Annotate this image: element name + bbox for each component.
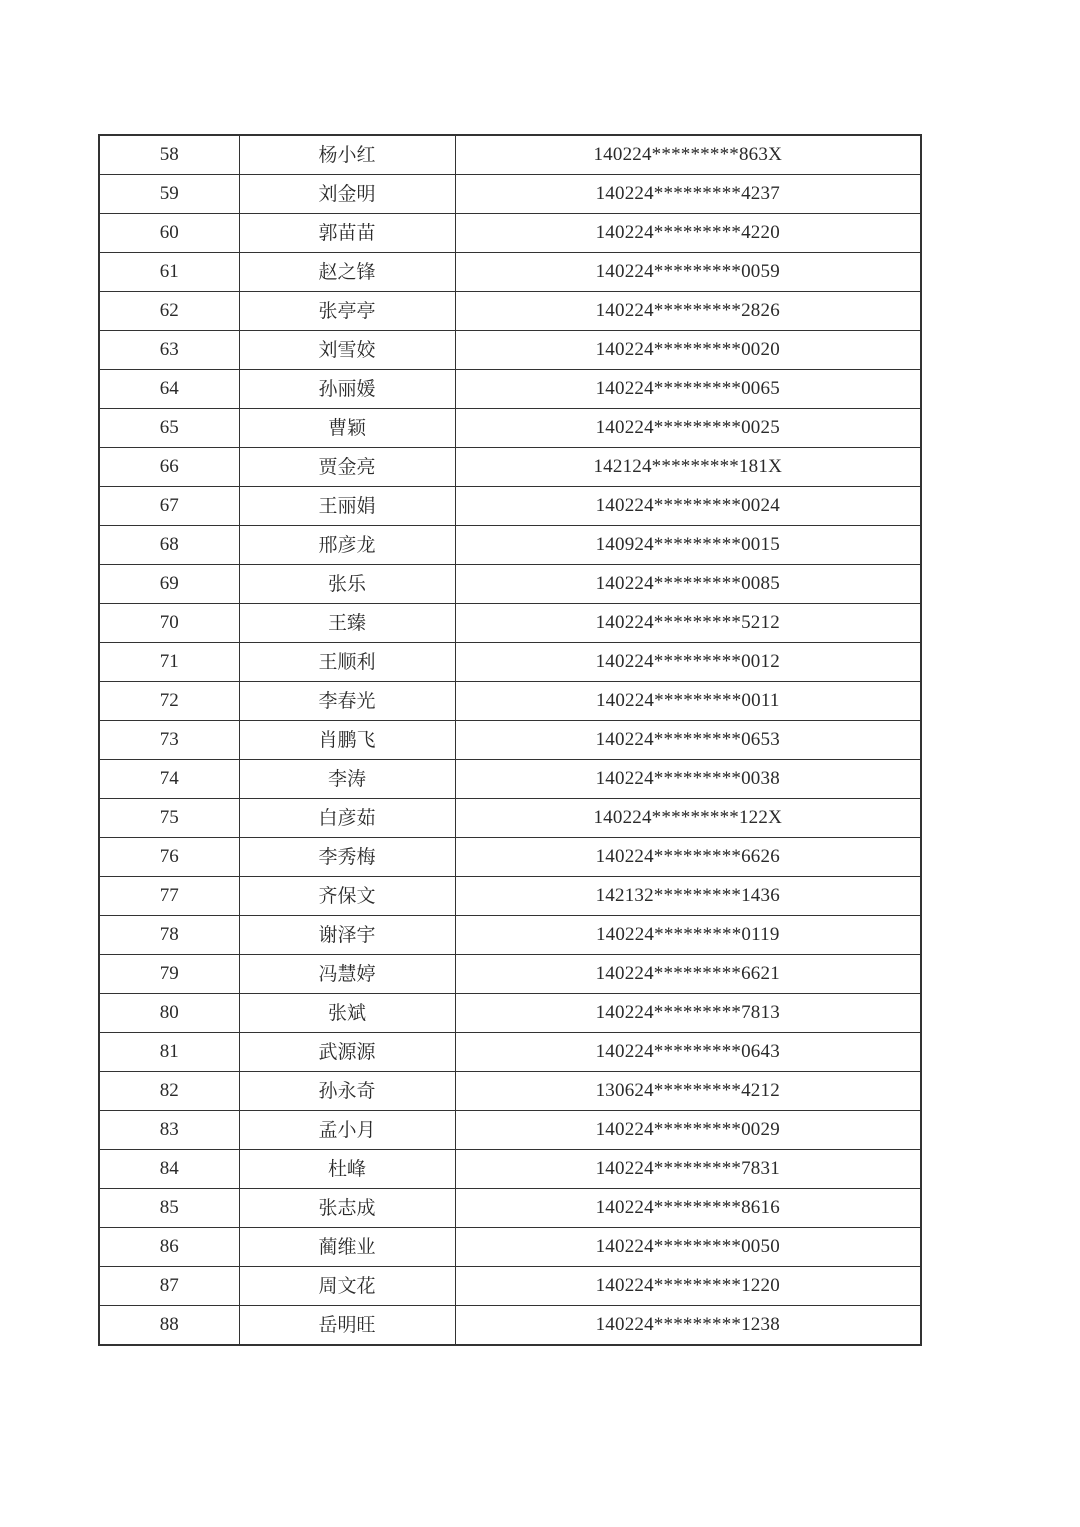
id-number-cell: 140224*********0119 xyxy=(455,916,921,955)
table-row xyxy=(99,760,921,799)
name-cell: 王顺利 xyxy=(239,643,455,682)
row-number-cell: 73 xyxy=(99,721,239,760)
id-number-cell: 140924*********0015 xyxy=(455,526,921,565)
id-number-cell: 140224*********4220 xyxy=(455,214,921,253)
table-row xyxy=(99,487,921,526)
row-number-cell: 77 xyxy=(99,877,239,916)
name-cell: 岳明旺 xyxy=(239,1306,455,1346)
row-number-cell: 85 xyxy=(99,1189,239,1228)
name-cell: 张斌 xyxy=(239,994,455,1033)
table-row xyxy=(99,1150,921,1189)
table-row xyxy=(99,253,921,292)
id-number-cell: 140224*********7813 xyxy=(455,994,921,1033)
id-number-cell: 140224*********0643 xyxy=(455,1033,921,1072)
row-number-cell: 86 xyxy=(99,1228,239,1267)
id-number-cell: 140224*********1238 xyxy=(455,1306,921,1346)
name-cell: 曹颖 xyxy=(239,409,455,448)
table-row xyxy=(99,370,921,409)
id-number-cell: 140224*********8616 xyxy=(455,1189,921,1228)
id-number-cell: 140224*********6626 xyxy=(455,838,921,877)
row-number-cell: 74 xyxy=(99,760,239,799)
name-cell: 李涛 xyxy=(239,760,455,799)
id-number-cell: 130624*********4212 xyxy=(455,1072,921,1111)
id-number-cell: 140224*********4237 xyxy=(455,175,921,214)
name-cell: 贾金亮 xyxy=(239,448,455,487)
id-number-cell: 140224*********0011 xyxy=(455,682,921,721)
name-cell: 张乐 xyxy=(239,565,455,604)
table-row xyxy=(99,799,921,838)
id-number-cell: 140224*********0020 xyxy=(455,331,921,370)
table-row xyxy=(99,1267,921,1306)
row-number-cell: 68 xyxy=(99,526,239,565)
name-cell: 王臻 xyxy=(239,604,455,643)
id-number-cell: 140224*********0065 xyxy=(455,370,921,409)
row-number-cell: 59 xyxy=(99,175,239,214)
name-cell: 孟小月 xyxy=(239,1111,455,1150)
name-cell: 冯慧婷 xyxy=(239,955,455,994)
id-number-cell: 140224*********0038 xyxy=(455,760,921,799)
name-cell: 齐保文 xyxy=(239,877,455,916)
name-cell: 蔺维业 xyxy=(239,1228,455,1267)
table-row xyxy=(99,214,921,253)
name-cell: 张志成 xyxy=(239,1189,455,1228)
table-row xyxy=(99,526,921,565)
row-number-cell: 84 xyxy=(99,1150,239,1189)
id-number-cell: 140224*********0653 xyxy=(455,721,921,760)
row-number-cell: 83 xyxy=(99,1111,239,1150)
table-row xyxy=(99,916,921,955)
name-cell: 刘金明 xyxy=(239,175,455,214)
roster-table xyxy=(98,134,922,1346)
table-row xyxy=(99,331,921,370)
id-number-cell: 140224*********5212 xyxy=(455,604,921,643)
name-cell: 孙永奇 xyxy=(239,1072,455,1111)
row-number-cell: 78 xyxy=(99,916,239,955)
row-number-cell: 62 xyxy=(99,292,239,331)
row-number-cell: 65 xyxy=(99,409,239,448)
name-cell: 王丽娟 xyxy=(239,487,455,526)
row-number-cell: 61 xyxy=(99,253,239,292)
table-row xyxy=(99,1072,921,1111)
id-number-cell: 140224*********1220 xyxy=(455,1267,921,1306)
table-row xyxy=(99,721,921,760)
row-number-cell: 72 xyxy=(99,682,239,721)
row-number-cell: 88 xyxy=(99,1306,239,1346)
id-number-cell: 140224*********0029 xyxy=(455,1111,921,1150)
table-row xyxy=(99,643,921,682)
table-row xyxy=(99,1111,921,1150)
row-number-cell: 64 xyxy=(99,370,239,409)
name-cell: 郭苗苗 xyxy=(239,214,455,253)
name-cell: 肖鹏飞 xyxy=(239,721,455,760)
id-number-cell: 140224*********0012 xyxy=(455,643,921,682)
name-cell: 武源源 xyxy=(239,1033,455,1072)
id-number-cell: 142132*********1436 xyxy=(455,877,921,916)
name-cell: 孙丽媛 xyxy=(239,370,455,409)
row-number-cell: 63 xyxy=(99,331,239,370)
id-number-cell: 140224*********863X xyxy=(455,135,921,175)
row-number-cell: 71 xyxy=(99,643,239,682)
id-number-cell: 140224*********0050 xyxy=(455,1228,921,1267)
id-number-cell: 140224*********6621 xyxy=(455,955,921,994)
name-cell: 杨小红 xyxy=(239,135,455,175)
row-number-cell: 80 xyxy=(99,994,239,1033)
table-row xyxy=(99,565,921,604)
name-cell: 周文花 xyxy=(239,1267,455,1306)
name-cell: 刘雪姣 xyxy=(239,331,455,370)
table-row xyxy=(99,955,921,994)
table-row xyxy=(99,1306,921,1346)
table-row xyxy=(99,1033,921,1072)
table-row xyxy=(99,135,921,175)
table-row xyxy=(99,409,921,448)
name-cell: 赵之锋 xyxy=(239,253,455,292)
row-number-cell: 67 xyxy=(99,487,239,526)
table-row xyxy=(99,175,921,214)
name-cell: 邢彦龙 xyxy=(239,526,455,565)
table-row xyxy=(99,877,921,916)
row-number-cell: 76 xyxy=(99,838,239,877)
table-row xyxy=(99,682,921,721)
id-number-cell: 140224*********2826 xyxy=(455,292,921,331)
table-row xyxy=(99,292,921,331)
id-number-cell: 140224*********0025 xyxy=(455,409,921,448)
row-number-cell: 69 xyxy=(99,565,239,604)
name-cell: 白彦茹 xyxy=(239,799,455,838)
row-number-cell: 87 xyxy=(99,1267,239,1306)
row-number-cell: 70 xyxy=(99,604,239,643)
row-number-cell: 81 xyxy=(99,1033,239,1072)
name-cell: 张亭亭 xyxy=(239,292,455,331)
row-number-cell: 58 xyxy=(99,135,239,175)
table-row xyxy=(99,1228,921,1267)
row-number-cell: 79 xyxy=(99,955,239,994)
table-row xyxy=(99,994,921,1033)
name-cell: 李秀梅 xyxy=(239,838,455,877)
table-row xyxy=(99,604,921,643)
row-number-cell: 75 xyxy=(99,799,239,838)
id-number-cell: 142124*********181X xyxy=(455,448,921,487)
name-cell: 李春光 xyxy=(239,682,455,721)
id-number-cell: 140224*********0024 xyxy=(455,487,921,526)
id-number-cell: 140224*********7831 xyxy=(455,1150,921,1189)
roster-table-body xyxy=(99,135,921,1345)
id-number-cell: 140224*********0085 xyxy=(455,565,921,604)
name-cell: 杜峰 xyxy=(239,1150,455,1189)
table-row xyxy=(99,1189,921,1228)
name-cell: 谢泽宇 xyxy=(239,916,455,955)
row-number-cell: 82 xyxy=(99,1072,239,1111)
id-number-cell: 140224*********0059 xyxy=(455,253,921,292)
id-number-cell: 140224*********122X xyxy=(455,799,921,838)
table-row xyxy=(99,448,921,487)
row-number-cell: 60 xyxy=(99,214,239,253)
table-row xyxy=(99,838,921,877)
row-number-cell: 66 xyxy=(99,448,239,487)
